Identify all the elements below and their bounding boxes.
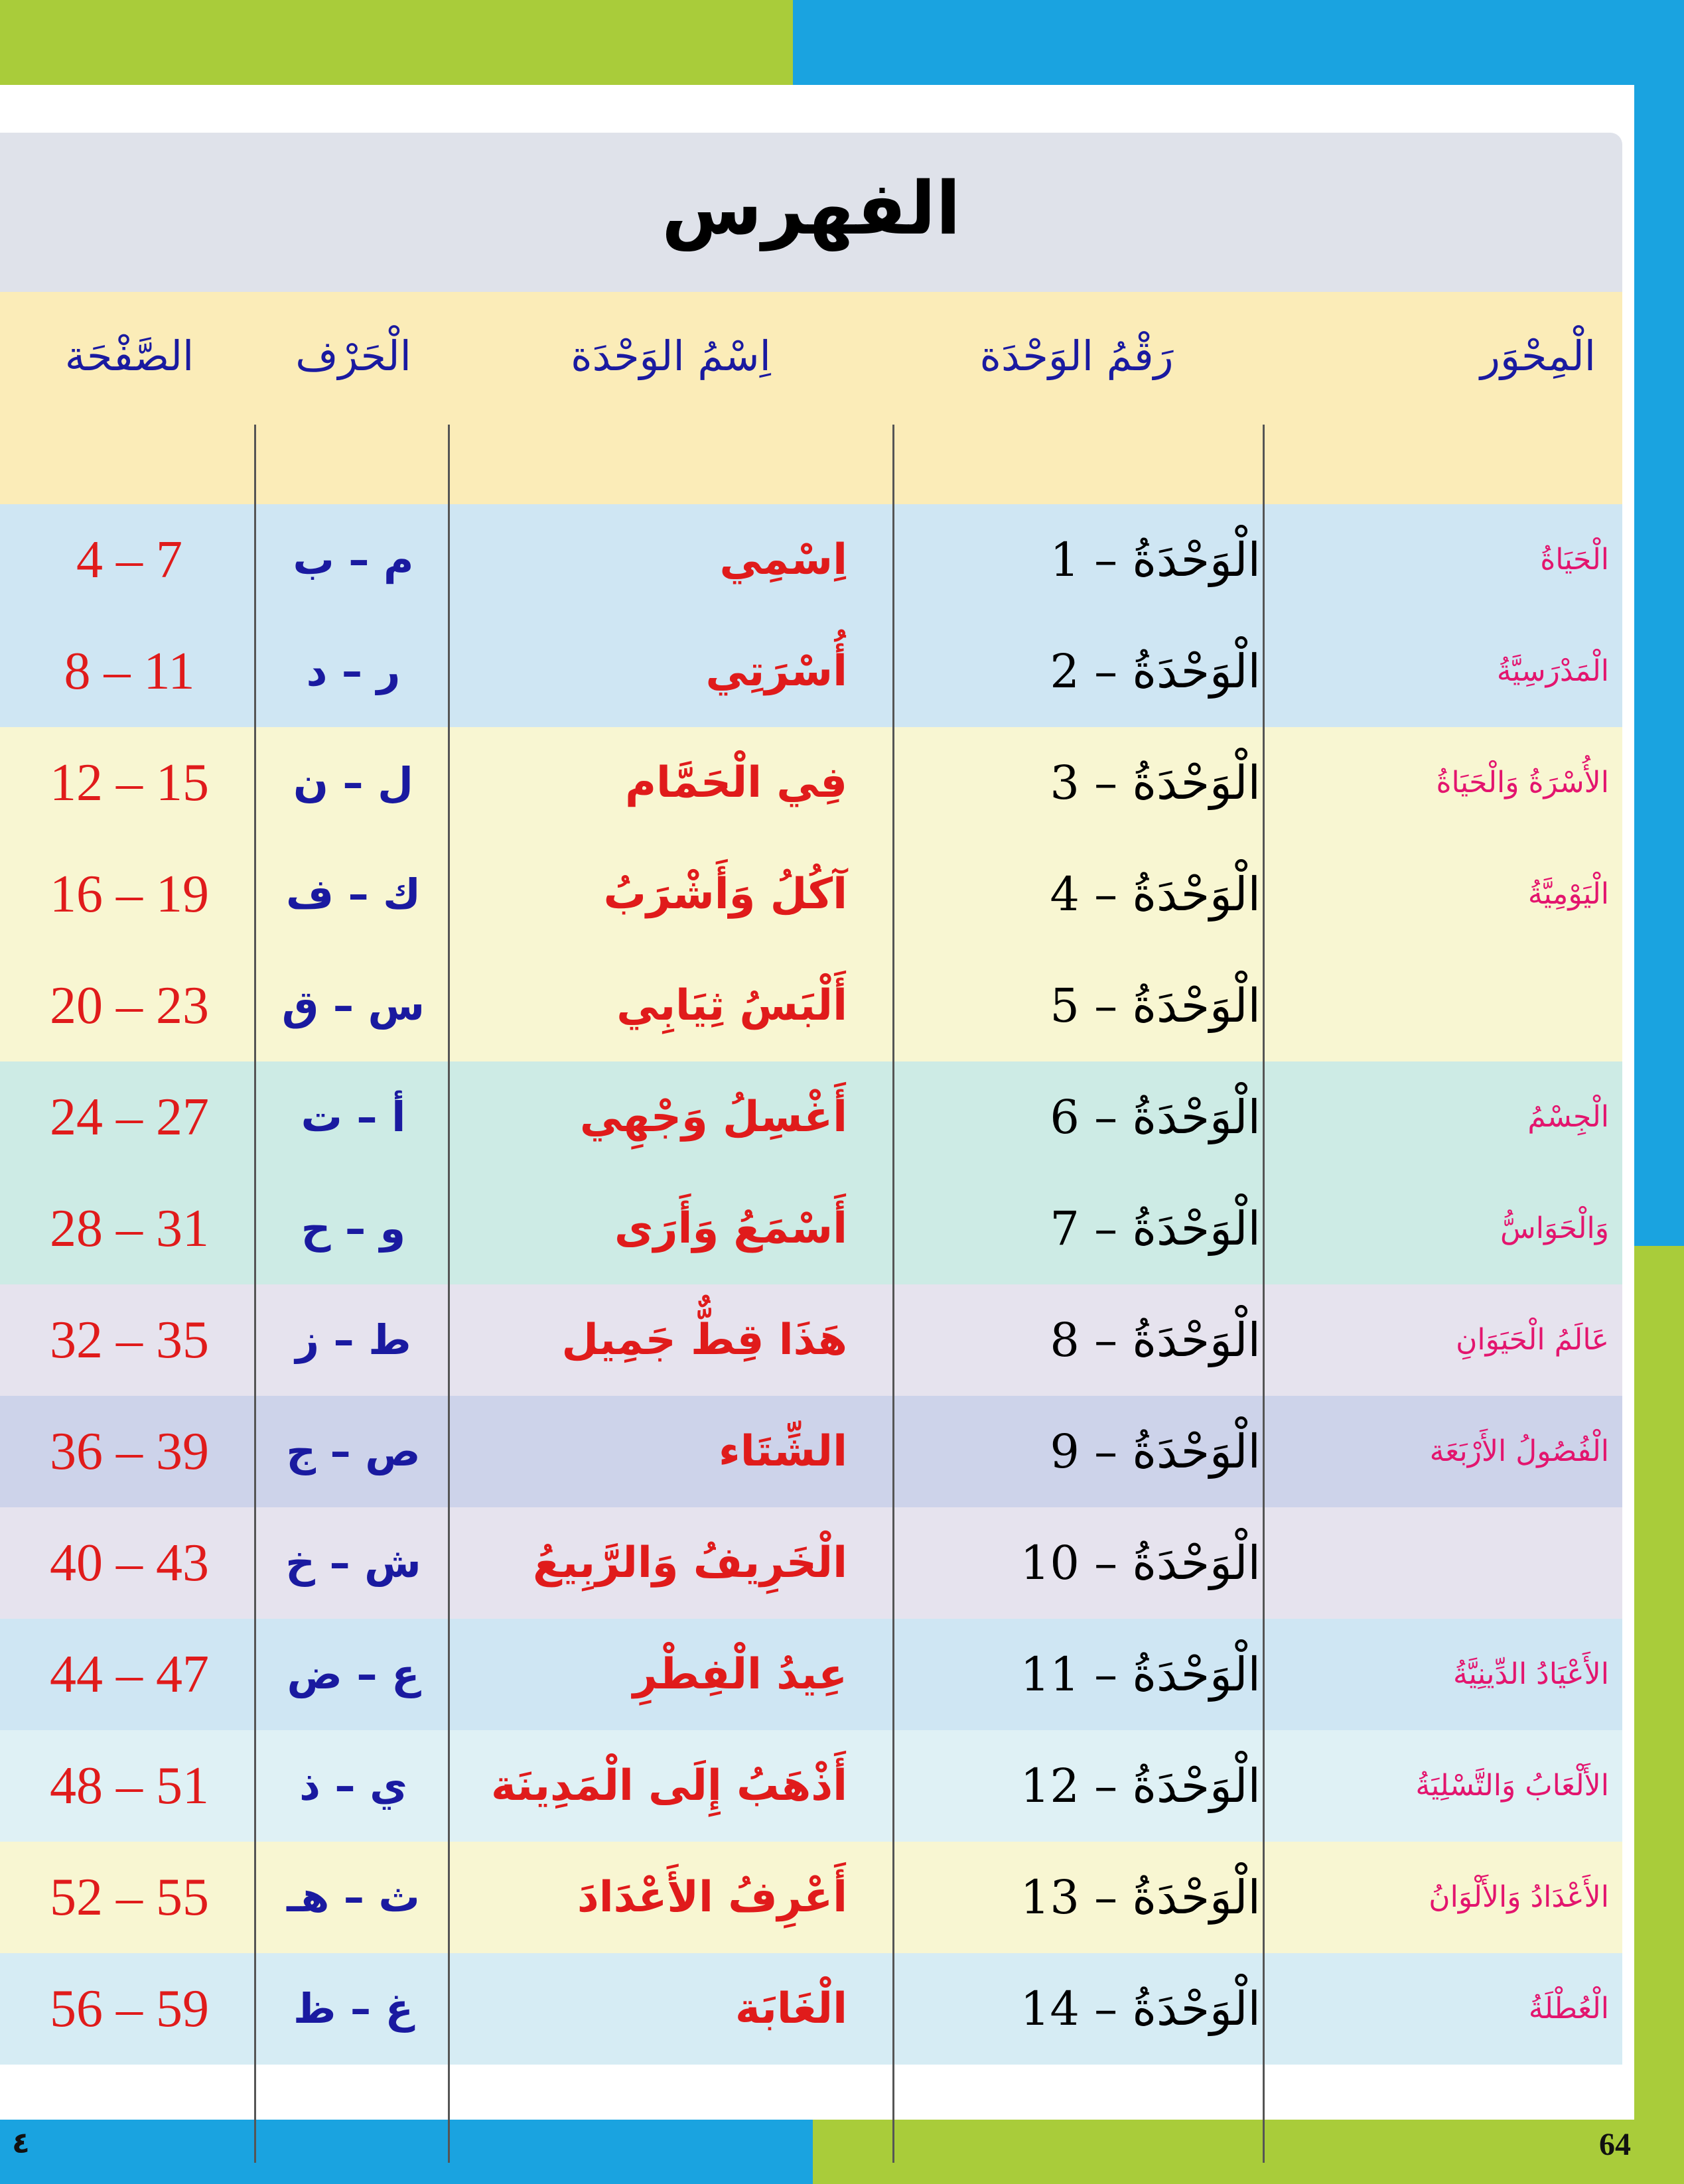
axis-label: الْحَيَاةُ: [1540, 543, 1609, 577]
unit-number: الْوَحْدَةُ – 10: [1020, 1536, 1261, 1590]
table-row: [0, 1842, 1622, 1953]
index-page: [0, 133, 1622, 2077]
axis-label: وَالْحَوَاسُّ: [1500, 1211, 1609, 1245]
page-range: 56 – 59: [50, 1980, 209, 2038]
table-row: [0, 1507, 1622, 1619]
axis-label: [1264, 1507, 1609, 1619]
unit-number: الْوَحْدَةُ – 11: [1020, 1647, 1261, 1702]
axis-label: الأُسْرَةُ وَالْحَيَاةُ: [1436, 766, 1609, 799]
page-range: 40 – 43: [50, 1534, 209, 1592]
page-number-arabic: ٤: [12, 2126, 30, 2160]
column-divider: [448, 425, 450, 2163]
unit-number: الْوَحْدَةُ – 8: [1050, 1313, 1261, 1367]
unit-name: أَذْهَبُ إِلَى الْمَدِينَة: [491, 1761, 847, 1810]
page-title: الفهرس: [661, 166, 961, 251]
unit-letters: ث – هـ: [287, 1873, 420, 1921]
axis-label: الأَعْدَادُ وَالأَلْوَانُ: [1429, 1880, 1609, 1914]
table-row: [0, 616, 1622, 727]
page-range: 44 – 47: [50, 1645, 209, 1704]
unit-name: الشِّتَاء: [719, 1427, 847, 1476]
unit-letters: س – ق: [281, 981, 425, 1030]
page-range: 4 – 7: [76, 531, 182, 589]
unit-letters: غ – ظ: [293, 1984, 413, 2033]
title-bar: [0, 133, 1622, 292]
unit-number: الْوَحْدَةُ – 3: [1050, 756, 1261, 810]
unit-name: عِيدُ الْفِطْرِ: [632, 1650, 847, 1699]
unit-name: أَغْسِلُ وَجْهِي: [579, 1093, 847, 1142]
unit-number: الْوَحْدَةُ – 14: [1020, 1982, 1261, 2036]
unit-letters: ش – خ: [285, 1538, 421, 1587]
axis-label: الأَلْعَابُ وَالتَّسْلِيَةُ: [1415, 1769, 1609, 1803]
unit-name: فِي الْحَمَّام: [625, 758, 847, 807]
page-range: 28 – 31: [50, 1199, 209, 1258]
header-unit-number: رَقْمُ الوَحْدَة: [979, 332, 1174, 380]
table-row: [0, 1730, 1622, 1842]
table-row: [0, 727, 1622, 839]
table-row: [0, 839, 1622, 950]
axis-label: الْجِسْمُ: [1527, 1100, 1609, 1134]
unit-number: الْوَحْدَةُ – 9: [1050, 1424, 1261, 1479]
table-row: [0, 1953, 1622, 2065]
unit-name: أَسْمَعُ وَأَرَى: [614, 1204, 847, 1253]
unit-number: الْوَحْدَةُ – 12: [1020, 1759, 1261, 1813]
table-header: [0, 292, 1622, 504]
unit-number: الْوَحْدَةُ – 7: [1050, 1201, 1261, 1256]
table-row: [0, 504, 1622, 616]
axis-label: الْفُصُولُ الأَرْبَعَة: [1429, 1434, 1609, 1468]
frame-band: [1634, 1246, 1684, 2184]
table-row: [0, 950, 1622, 1061]
page-range: 36 – 39: [50, 1422, 209, 1481]
unit-name: اِسْمِي: [719, 535, 847, 584]
unit-name: آكُلُ وَأَشْرَبُ: [603, 870, 847, 919]
header-page: الصَّفْحَة: [64, 332, 194, 380]
unit-letters: و – ح: [301, 1204, 406, 1253]
unit-number: الْوَحْدَةُ – 2: [1050, 644, 1261, 699]
page-range: 52 – 55: [50, 1868, 209, 1927]
unit-name: أَعْرِفُ الأَعْدَادَ: [577, 1873, 847, 1922]
axis-label: الْعُطْلَةُ: [1528, 1992, 1609, 2025]
unit-letters: ي – ذ: [299, 1761, 407, 1810]
column-divider: [1263, 425, 1265, 2163]
page-number: 64: [1599, 2127, 1631, 2162]
unit-letters: أ – ت: [301, 1093, 406, 1141]
unit-name: أُسْرَتِي: [705, 647, 847, 696]
table-row: [0, 1619, 1622, 1730]
column-divider: [892, 425, 894, 2163]
page-range: 12 – 15: [50, 754, 209, 812]
axis-label: الْمَدْرَسِيَّةُ: [1496, 654, 1609, 688]
unit-letters: ك – ف: [285, 870, 421, 918]
page-range: 20 – 23: [50, 977, 209, 1035]
axis-label: عَالَمُ الْحَيَوَانِ: [1456, 1323, 1609, 1357]
page-range: 32 – 35: [50, 1311, 209, 1369]
page-range: 8 – 11: [64, 642, 195, 701]
header-axis: الْمِحْوَر: [1480, 332, 1596, 380]
table-row: [0, 1173, 1622, 1284]
unit-letters: ط – ز: [295, 1316, 411, 1364]
header-unit-name: اِسْمُ الوَحْدَة: [571, 332, 771, 380]
unit-letters: ل – ن: [293, 758, 413, 807]
frame-band: [1634, 85, 1684, 1246]
frame-band: [793, 0, 1684, 85]
unit-letters: ر – د: [306, 647, 401, 695]
unit-letters: ع – ض: [287, 1650, 420, 1698]
unit-number: الْوَحْدَةُ – 4: [1050, 867, 1261, 921]
table-row: [0, 1396, 1622, 1507]
unit-letters: م – ب: [293, 535, 414, 584]
axis-label: الْيَوْمِيَّةُ: [1527, 877, 1609, 911]
unit-name: أَلْبَسُ ثِيَابِي: [616, 981, 847, 1030]
unit-name: الْخَرِيفُ وَالرَّبِيعُ: [533, 1538, 847, 1588]
frame-band: [0, 2120, 813, 2184]
page-range: 16 – 19: [50, 865, 209, 923]
unit-name: هَذَا قِطٌّ جَمِيل: [561, 1316, 847, 1365]
header-letter: الْحَرْف: [295, 332, 411, 380]
axis-label: الأَعْيَادُ الدِّينِيَّةُ: [1453, 1657, 1609, 1691]
page-range: 48 – 51: [50, 1757, 209, 1815]
unit-letters: ص – ج: [286, 1427, 421, 1475]
frame-band: [813, 2120, 1634, 2184]
table-row: [0, 1061, 1622, 1173]
unit-number: الْوَحْدَةُ – 6: [1050, 1090, 1261, 1144]
unit-number: الْوَحْدَةُ – 13: [1020, 1870, 1261, 1925]
frame-band: [0, 0, 793, 85]
unit-number: الْوَحْدَةُ – 5: [1050, 979, 1261, 1033]
table-row: [0, 1284, 1622, 1396]
unit-number: الْوَحْدَةُ – 1: [1050, 533, 1261, 587]
column-divider: [254, 425, 256, 2163]
axis-label: [1264, 950, 1609, 1061]
unit-name: الْغَابَة: [735, 1984, 847, 2033]
page-range: 24 – 27: [50, 1088, 209, 1146]
